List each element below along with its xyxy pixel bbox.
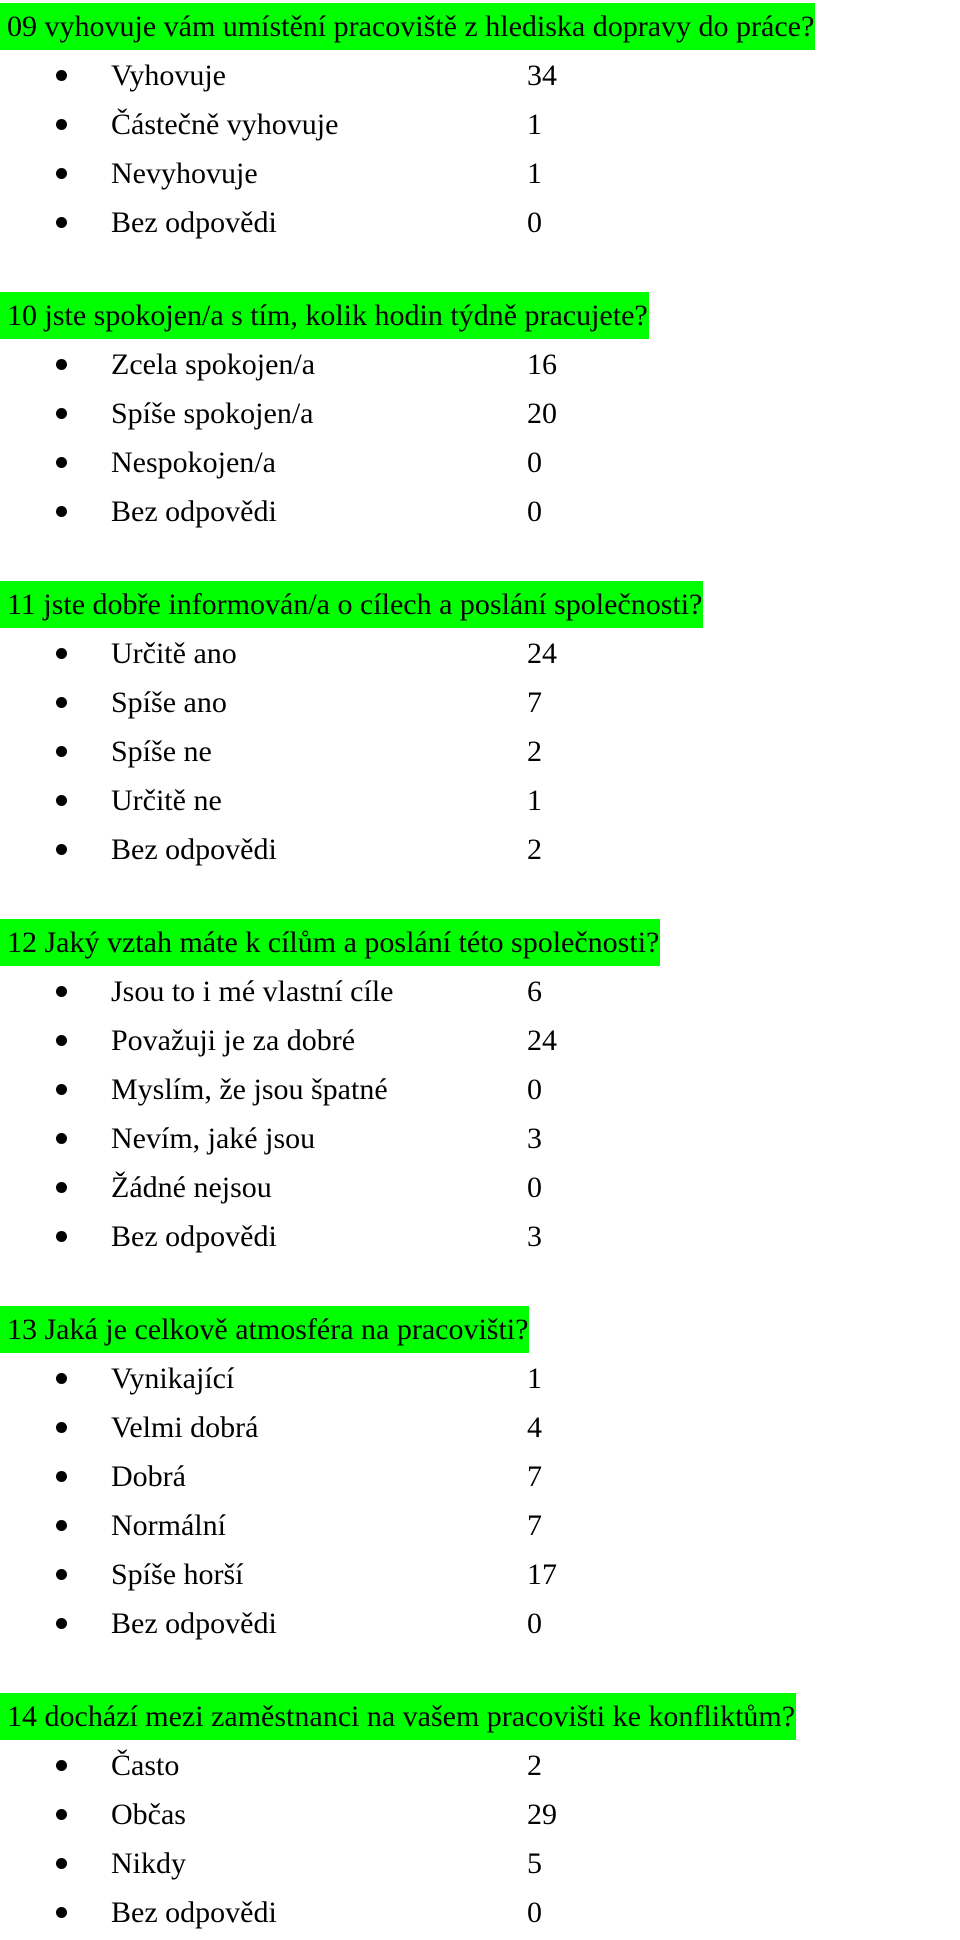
answer-item	[0, 340, 960, 389]
answer-item	[0, 776, 960, 825]
answer-item	[0, 629, 960, 678]
answer-count: 4	[527, 1411, 542, 1444]
question-heading: 13 Jaká je celkově atmosféra na pracovišti?	[0, 1306, 529, 1353]
answer-item	[0, 1114, 960, 1163]
bullet-icon	[56, 1858, 67, 1869]
answer-item	[0, 1839, 960, 1888]
answer-count: 0	[527, 1171, 542, 1204]
answer-item	[0, 51, 960, 100]
answer-item	[0, 727, 960, 776]
answer-count: 6	[527, 975, 542, 1008]
answer-label: Bez odpovědi	[111, 1896, 277, 1929]
answer-list	[0, 629, 960, 874]
answer-label: Vynikající	[111, 1362, 235, 1395]
answer-label: Velmi dobrá	[111, 1411, 259, 1444]
answer-label: Bez odpovědi	[111, 206, 277, 239]
answer-item	[0, 389, 960, 438]
answer-label: Zcela spokojen/a	[111, 348, 316, 381]
answer-item	[0, 487, 960, 536]
answer-label: Nevyhovuje	[111, 157, 258, 190]
bullet-icon	[56, 119, 67, 130]
answer-item	[0, 1354, 960, 1403]
answer-count: 0	[527, 1896, 542, 1929]
bullet-icon	[56, 1422, 67, 1433]
answer-label: Jsou to i mé vlastní cíle	[111, 975, 394, 1008]
answer-label: Nespokojen/a	[111, 446, 276, 479]
answer-count: 3	[527, 1220, 542, 1253]
answer-label: Často	[111, 1749, 180, 1782]
answer-label: Bez odpovědi	[111, 833, 277, 866]
bullet-icon	[56, 844, 67, 855]
answer-label: Nevím, jaké jsou	[111, 1122, 316, 1155]
bullet-icon	[56, 1231, 67, 1242]
answer-label: Spíše ano	[111, 686, 227, 719]
bullet-icon	[56, 1618, 67, 1629]
answer-item	[0, 100, 960, 149]
answer-label: Považuji je za dobré	[111, 1024, 356, 1057]
answer-list	[0, 1354, 960, 1648]
answer-count: 24	[527, 637, 557, 670]
answer-label: Dobrá	[111, 1460, 186, 1493]
bullet-icon	[56, 408, 67, 419]
question-section	[0, 918, 960, 1261]
answer-label: Žádné nejsou	[111, 1171, 272, 1204]
answer-count: 17	[527, 1558, 557, 1591]
answer-count: 1	[527, 784, 542, 817]
answer-item	[0, 1016, 960, 1065]
answer-item	[0, 967, 960, 1016]
question-section	[0, 1692, 960, 1937]
answer-item	[0, 1403, 960, 1452]
answer-item	[0, 1550, 960, 1599]
answer-count: 0	[527, 206, 542, 239]
answer-item	[0, 198, 960, 247]
bullet-icon	[56, 1760, 67, 1771]
answer-count: 7	[527, 686, 542, 719]
answer-label: Určitě ano	[111, 637, 237, 670]
question-heading: 12 Jaký vztah máte k cílům a poslání této společnosti?	[0, 919, 660, 966]
answer-label: Normální	[111, 1509, 226, 1542]
answer-count: 16	[527, 348, 557, 381]
answer-label: Občas	[111, 1798, 186, 1831]
answer-count: 5	[527, 1847, 542, 1880]
answer-count: 1	[527, 157, 542, 190]
question-section	[0, 291, 960, 536]
answer-label: Určitě ne	[111, 784, 222, 817]
answer-label: Bez odpovědi	[111, 1607, 277, 1640]
answer-label: Bez odpovědi	[111, 495, 277, 528]
question-heading: 09 vyhovuje vám umístění pracoviště z hlediska dopravy do práce?	[0, 3, 815, 50]
answer-item	[0, 149, 960, 198]
bullet-icon	[56, 359, 67, 370]
question-heading: 10 jste spokojen/a s tím, kolik hodin týdně pracujete?	[0, 292, 649, 339]
answer-list	[0, 967, 960, 1261]
answer-count: 0	[527, 1607, 542, 1640]
answer-count: 1	[527, 108, 542, 141]
bullet-icon	[56, 1907, 67, 1918]
answer-item	[0, 1790, 960, 1839]
bullet-icon	[56, 457, 67, 468]
answer-count: 24	[527, 1024, 557, 1057]
answer-list	[0, 51, 960, 247]
answer-label: Myslím, že jsou špatné	[111, 1073, 388, 1106]
answer-count: 29	[527, 1798, 557, 1831]
bullet-icon	[56, 1084, 67, 1095]
answer-item	[0, 678, 960, 727]
answer-count: 0	[527, 1073, 542, 1106]
bullet-icon	[56, 70, 67, 81]
bullet-icon	[56, 648, 67, 659]
bullet-icon	[56, 506, 67, 517]
bullet-icon	[56, 1520, 67, 1531]
answer-list	[0, 1741, 960, 1937]
question-heading: 11 jste dobře informován/a o cílech a poslání společnosti?	[0, 581, 703, 628]
answer-count: 20	[527, 397, 557, 430]
answer-count: 2	[527, 735, 542, 768]
answer-label: Spíše spokojen/a	[111, 397, 314, 430]
answer-count: 0	[527, 495, 542, 528]
answer-item	[0, 1163, 960, 1212]
answer-label: Nikdy	[111, 1847, 186, 1880]
answer-label: Vyhovuje	[111, 59, 226, 92]
bullet-icon	[56, 1133, 67, 1144]
answer-item	[0, 1599, 960, 1648]
answer-count: 7	[527, 1460, 542, 1493]
answer-item	[0, 1888, 960, 1937]
answer-item	[0, 1212, 960, 1261]
question-section	[0, 1305, 960, 1648]
bullet-icon	[56, 168, 67, 179]
answer-label: Částečně vyhovuje	[111, 108, 339, 141]
bullet-icon	[56, 217, 67, 228]
answer-item	[0, 1501, 960, 1550]
bullet-icon	[56, 1182, 67, 1193]
bullet-icon	[56, 746, 67, 757]
bullet-icon	[56, 1471, 67, 1482]
answer-item	[0, 1741, 960, 1790]
bullet-icon	[56, 1809, 67, 1820]
answer-label: Bez odpovědi	[111, 1220, 277, 1253]
answer-count: 2	[527, 833, 542, 866]
answer-list	[0, 340, 960, 536]
answer-count: 0	[527, 446, 542, 479]
answer-count: 7	[527, 1509, 542, 1542]
bullet-icon	[56, 795, 67, 806]
bullet-icon	[56, 1035, 67, 1046]
question-section	[0, 580, 960, 874]
answer-count: 1	[527, 1362, 542, 1395]
bullet-icon	[56, 697, 67, 708]
bullet-icon	[56, 1373, 67, 1384]
bullet-icon	[56, 1569, 67, 1580]
answer-label: Spíše ne	[111, 735, 212, 768]
answer-item	[0, 438, 960, 487]
answer-count: 34	[527, 59, 557, 92]
answer-count: 3	[527, 1122, 542, 1155]
bullet-icon	[56, 986, 67, 997]
answer-item	[0, 1065, 960, 1114]
answer-count: 2	[527, 1749, 542, 1782]
answer-item	[0, 825, 960, 874]
answer-item	[0, 1452, 960, 1501]
question-section	[0, 2, 960, 247]
question-heading: 14 dochází mezi zaměstnanci na vašem pracovišti ke konfliktům?	[0, 1693, 796, 1740]
answer-label: Spíše horší	[111, 1558, 244, 1591]
